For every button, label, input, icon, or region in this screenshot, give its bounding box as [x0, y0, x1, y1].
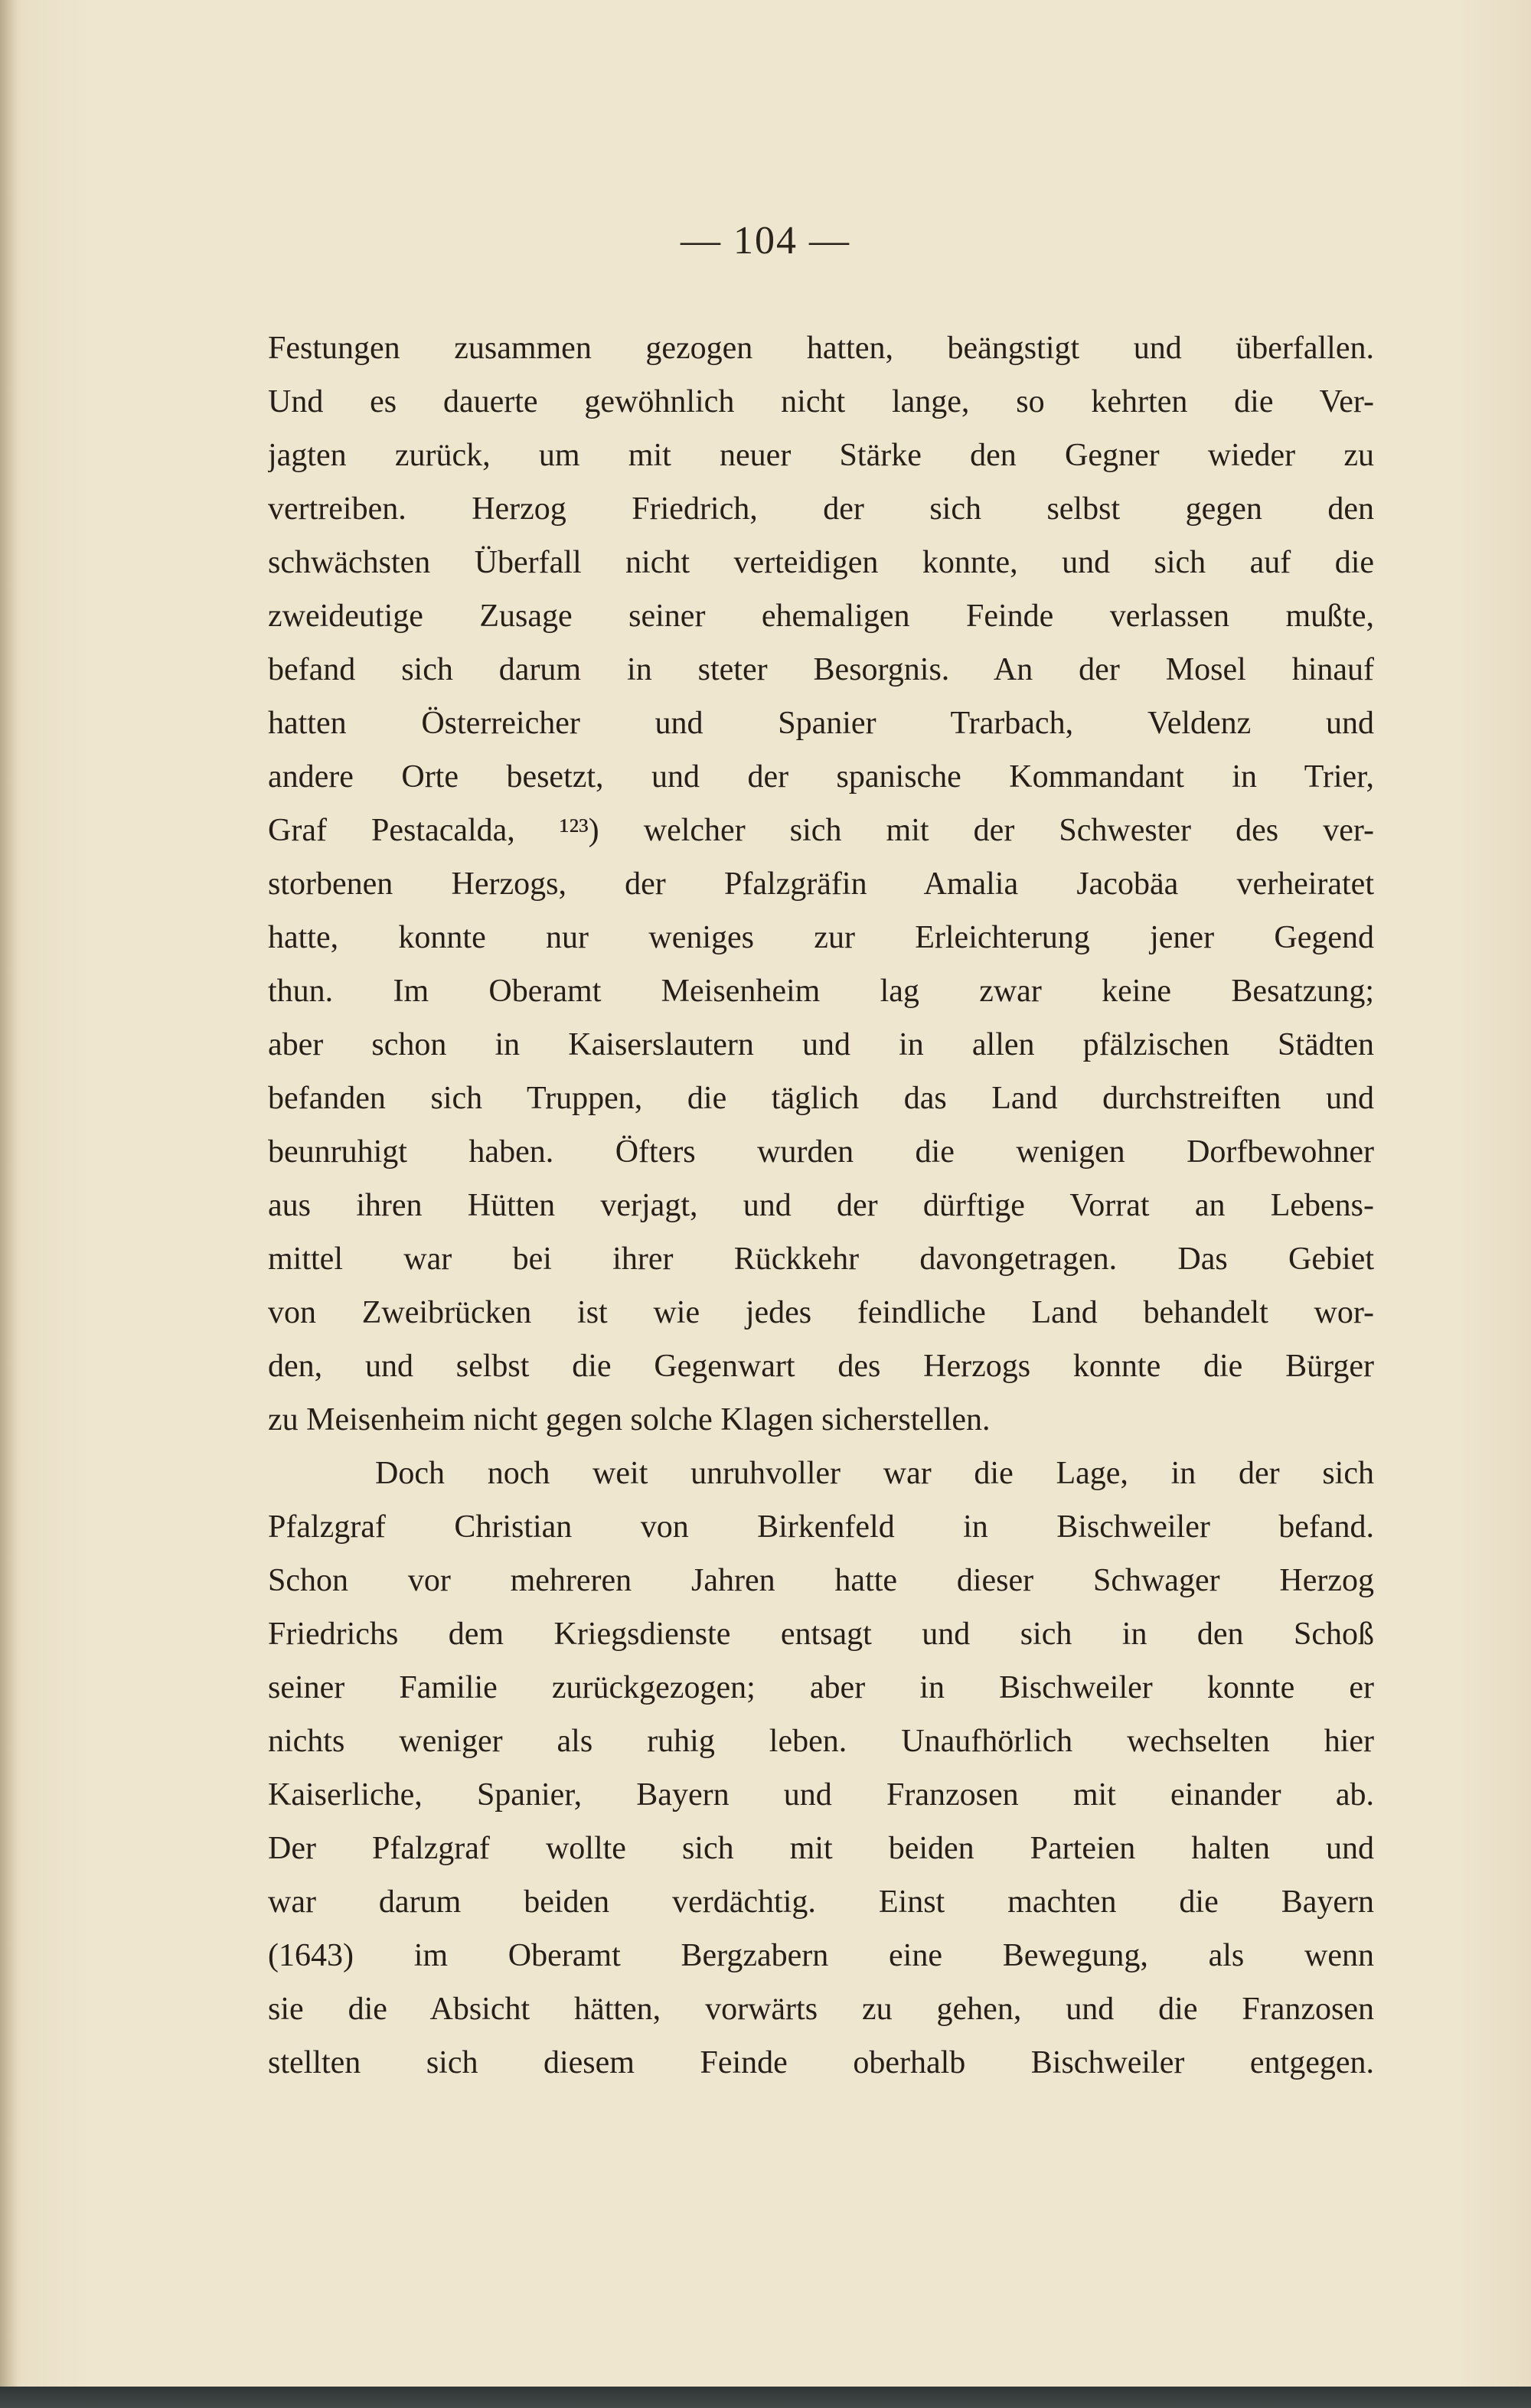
text-line: war darum beiden verdächtig. Einst machten die Bayern	[268, 1884, 1374, 1920]
text-line: sie die Absicht hätten, vorwärts zu gehen, und die Franzosen	[268, 1992, 1374, 2027]
text-line: befanden sich Truppen, die täglich das Land durchstreiften und	[268, 1081, 1374, 1116]
text-line: Pfalzgraf Christian von Birkenfeld in Bischweiler befand.	[268, 1509, 1374, 1545]
text-line: aus ihren Hütten verjagt, und der dürftige Vorrat an Lebens-	[268, 1188, 1374, 1223]
text-line: vertreiben. Herzog Friedrich, der sich selbst gegen den	[268, 491, 1374, 527]
text-line: zweideutige Zusage seiner ehemaligen Feinde verlassen mußte,	[268, 599, 1374, 634]
text-line: jagten zurück, um mit neuer Stärke den Gegner wieder zu	[268, 438, 1374, 473]
text-line: thun. Im Oberamt Meisenheim lag zwar keine Besatzung;	[268, 974, 1374, 1009]
text-line: Und es dauerte gewöhnlich nicht lange, so kehrten die Ver-	[268, 384, 1374, 419]
text-line: Graf Pestacalda, ¹²³) welcher sich mit der Schwester des ver-	[268, 813, 1374, 848]
body-text	[268, 321, 1374, 2090]
text-line: storbenen Herzogs, der Pfalzgräfin Amalia Jacobäa verheiratet	[268, 866, 1374, 902]
text-line: beunruhigt haben. Öfters wurden die wenigen Dorfbewohner	[268, 1134, 1374, 1170]
text-line: den, und selbst die Gegenwart des Herzogs konnte die Bürger	[268, 1349, 1374, 1384]
text-line: Festungen zusammen gezogen hatten, beängstigt und überfallen.	[268, 331, 1374, 366]
paragraph-start-line: Doch noch weit unruhvoller war die Lage, in der sich	[375, 1456, 1374, 1491]
text-line: nichts weniger als ruhig leben. Unaufhörlich wechselten hier	[268, 1724, 1374, 1759]
text-line: aber schon in Kaiserslautern und in allen pfälzischen Städten	[268, 1027, 1374, 1062]
text-line: Friedrichs dem Kriegsdienste entsagt und sich in den Schoß	[268, 1617, 1374, 1652]
text-line: andere Orte besetzt, und der spanische Kommandant in Trier,	[268, 759, 1374, 795]
text-line: hatte, konnte nur weniges zur Erleichterung jener Gegend	[268, 920, 1374, 955]
text-line: von Zweibrücken ist wie jedes feindliche Land behandelt wor-	[268, 1295, 1374, 1330]
page-gutter-edge	[0, 0, 17, 2387]
text-line: stellten sich diesem Feinde oberhalb Bischweiler entgegen.	[268, 2045, 1374, 2080]
scan-background-strip	[0, 2387, 1531, 2408]
text-line: befand sich darum in steter Besorgnis. An der Mosel hinauf	[268, 652, 1374, 687]
text-line: Der Pfalzgraf wollte sich mit beiden Parteien halten und	[268, 1831, 1374, 1866]
text-line: (1643) im Oberamt Bergzabern eine Bewegung, als wenn	[268, 1938, 1374, 1973]
page-number: — 104 —	[681, 219, 850, 263]
paragraph-end-line: zu Meisenheim nicht gegen solche Klagen sicherstellen.	[268, 1402, 991, 1437]
text-line: seiner Familie zurückgezogen; aber in Bischweiler konnte er	[268, 1670, 1374, 1705]
text-line: Kaiserliche, Spanier, Bayern und Franzosen mit einander ab.	[268, 1777, 1374, 1813]
text-line: mittel war bei ihrer Rückkehr davongetragen. Das Gebiet	[268, 1242, 1374, 1277]
text-line: Schon vor mehreren Jahren hatte dieser Schwager Herzog	[268, 1563, 1374, 1598]
text-line: schwächsten Überfall nicht verteidigen konnte, und sich auf die	[268, 545, 1374, 580]
text-line: hatten Österreicher und Spanier Trarbach, Veldenz und	[268, 706, 1374, 741]
